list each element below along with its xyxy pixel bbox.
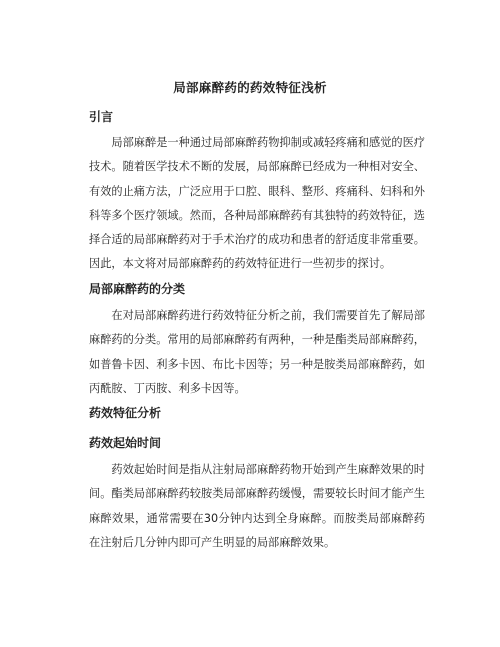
section-paragraph-classification: 在对局部麻醉药进行药效特征分析之前，我们需要首先了解局部麻醉药的分类。常用的局部麻醉药有两种，一种是酯类局部麻醉药，如普鲁卡因、利多卡因、布比卡因等；另一种是胺类局部麻醉药，如丙酰胺、丁丙胺、利多卡因等。 bbox=[89, 309, 425, 395]
section-heading-efficacy-analysis: 药效特征分析 bbox=[89, 406, 162, 420]
section-heading-introduction: 引言 bbox=[89, 110, 114, 124]
section-paragraph-onset-time: 药效起始时间是指从注射局部麻醉药物开始到产生麻醉效果的时间。酯类局部麻醉药较胺类局部麻醉药缓慢，需要较长时间才能产生麻醉效果，通常需要在30分钟内达到全身麻醉。而胺类局部麻醉药在注射后几分钟内即可产生明显的局部麻醉效果。 bbox=[89, 463, 425, 549]
document-title: 局部麻醉药的药效特征浅析 bbox=[173, 80, 327, 95]
section-paragraph-introduction: 局部麻醉是一种通过局部麻醉药物抑制或减轻疼痛和感觉的医疗技术。随着医学技术不断的发展，局部麻醉已经成为一种相对安全、有效的止痛方法，广泛应用于口腔、眼科、整形、疼痛科、妇科和外科等多个医疗领域。然而，各种局部麻醉药有其独特的药效特征，选择合适的局部麻醉药对于手术治疗的成功和患者的舒适度非常重要。因此，本文将对局部麻醉药的药效特征进行一些初步的探讨。 bbox=[89, 136, 425, 271]
section-heading-classification: 局部麻醉药的分类 bbox=[89, 282, 186, 296]
section-heading-onset-time: 药效起始时间 bbox=[89, 436, 162, 450]
